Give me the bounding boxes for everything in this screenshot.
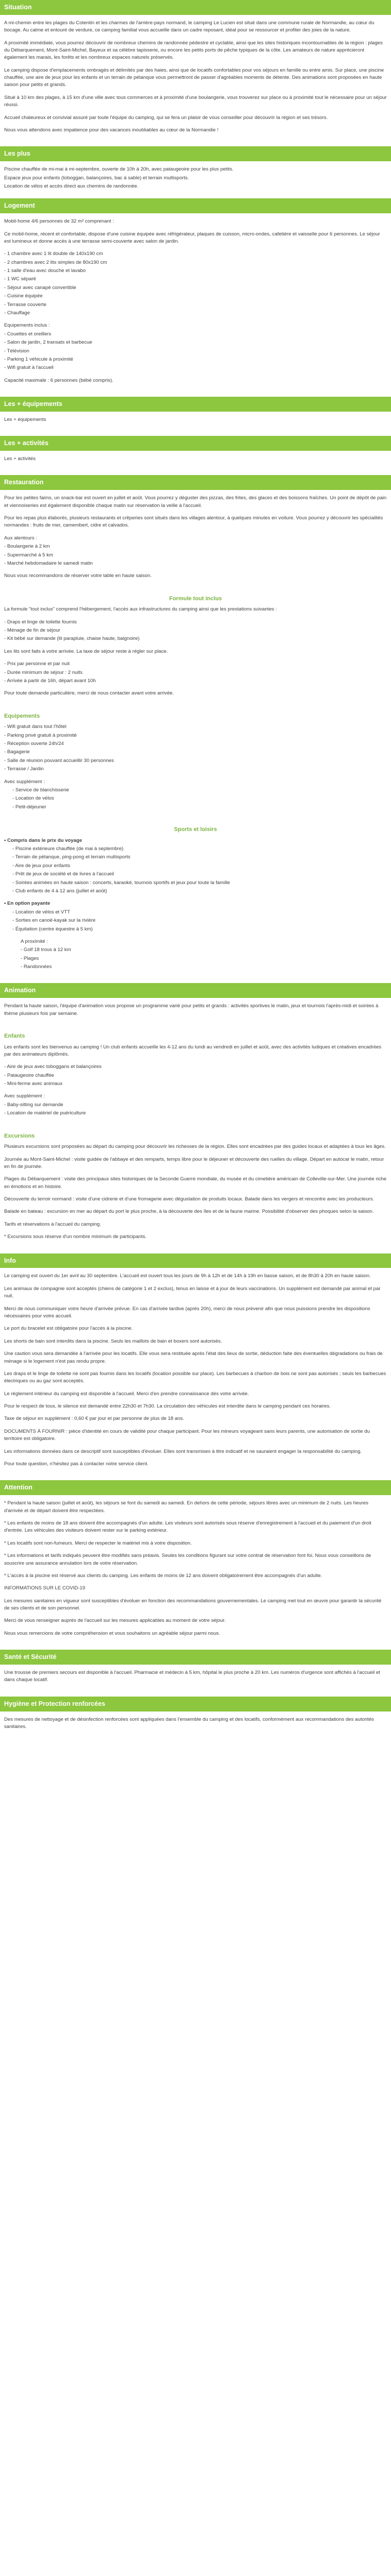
list-item: - Salle de réunion pouvant accueillir 30 personnes bbox=[4, 757, 114, 764]
list-item: - 2 chambres avec 2 lits simples de 80x190 cm bbox=[4, 259, 107, 265]
list-item: - Terrasse / Jardin bbox=[4, 766, 44, 772]
excursions-section bbox=[0, 1132, 391, 1253]
equipements-section bbox=[0, 712, 391, 823]
list-item: - Soirées animées en haute saison : concerts, karaoké, tournois sportifs et jeux pour toute la famille bbox=[12, 879, 230, 886]
enfants-title: Enfants bbox=[4, 1033, 25, 1039]
restauration-title: Restauration bbox=[0, 475, 391, 490]
list-item: - Équitation (centre équestre à 5 km) bbox=[12, 926, 93, 932]
plus-title: Les plus bbox=[0, 146, 391, 161]
list-item: - Couettes et oreillers bbox=[4, 331, 52, 337]
sante-section bbox=[0, 1650, 391, 1697]
enfants-section bbox=[0, 1032, 391, 1130]
list-item: - Mini-ferme avec animaux bbox=[4, 1081, 63, 1087]
sports-head: • En option payante bbox=[4, 901, 51, 907]
list-item: - Séjour avec canapé convertible bbox=[4, 284, 76, 291]
formule-paragraph: Pour toute demande particulière, merci de nous contacter avant votre arrivée. bbox=[4, 690, 174, 697]
list-item: - Petit-déjeuner bbox=[12, 804, 46, 810]
formule-list bbox=[4, 660, 387, 685]
equipements-sublist bbox=[4, 787, 387, 811]
attention-paragraph: Nous vous remercions de votre compréhension et vous souhaitons un agréable séjour parmi nous. bbox=[4, 1630, 220, 1636]
activites-plus-title: Les + activités bbox=[0, 436, 391, 451]
attention-paragraph: * Les informations et tarifs indiqués peuvent être modifiés sans préavis. Seules les conditions figurant sur votre contrat de réservation font foi. Nous vous conseillons de souscrire une assurance annulation lors de votre réservation. bbox=[4, 1553, 371, 1566]
info-paragraph: Les informations données dans ce descriptif sont susceptibles d'évoluer. Elles sont transmises à titre indicatif et ne sauraient engager la responsabilité du camping. bbox=[4, 1448, 362, 1454]
situation-paragraph: Accueil chaleureux et convivial assuré par toute l'équipe du camping, qui se fera un plaisir de vous conseiller pour découvrir la région et ses trésors. bbox=[4, 114, 328, 121]
list-item: - Club enfants de 4 à 12 ans (juillet et août) bbox=[12, 888, 107, 894]
logement-capacity: Capacité maximale : 6 personnes (bébé compris). bbox=[4, 377, 113, 383]
equipements-plus-text: Les + équipements bbox=[4, 416, 46, 422]
list-item: - Pataugeoire chauffée bbox=[4, 1072, 54, 1078]
attention-paragraph: * Les enfants de moins de 18 ans doivent être accompagnés d'un adulte. Les visiteurs sont autorisés sous réserve d'enregistrement à l'accueil et du paiement d'un droit d'entrée. Les véhicules des visiteurs doivent rester sur le parking extérieur. bbox=[4, 1520, 371, 1534]
info-paragraph: Pour le respect de tous, le silence est demandé entre 22h30 et 7h30. La circulation des véhicules est interdite dans le camping pendant ces horaires. bbox=[4, 1403, 331, 1410]
equipements-title: Equipements bbox=[4, 713, 40, 719]
situation-paragraph: A proximité immédiate, vous pourrez découvrir de nombreux chemins de randonnée pédestre et cyclable, ainsi que les sites historiques incontournables de la région : plages du Débarquement, Mont-Saint-Michel, Bayeux et sa célèbre tapisserie, ou encore les petits ports de pêche typiques de la côte. Les amateurs de nature apprécieront également les marais, les forêts et les nombreux espaces naturels préservés. bbox=[4, 40, 383, 61]
enfants-list bbox=[4, 1063, 387, 1088]
equipements-sub-title: Avec supplément : bbox=[4, 778, 45, 785]
activites-plus-text: Les + activités bbox=[4, 456, 36, 462]
plus-section bbox=[0, 146, 391, 198]
animation-text: Pendant la haute saison, l'équipe d'animation vous propose un programme varié pour petits et grands : activités sportives le matin, jeux et tournois l'après-midi et soirées à thème plusieurs fois par semaine. bbox=[4, 1003, 379, 1016]
info-paragraph: Merci de nous communiquer votre heure d'arrivée prévue. En cas d'arrivée tardive (après 20h), merci de nous prévenir afin que nous puissions prendre les dispositions nécessaires pour votre accueil. bbox=[4, 1306, 370, 1319]
list-item: - Piscine extérieure chauffée (de mai à septembre) bbox=[12, 846, 124, 852]
logement-details: Ce mobil-home, récent et confortable, dispose d'une cuisine équipée avec réfrigérateur, plaques de cuisson, micro-ondes, cafetière et vaisselle pour 6 personnes. Le séjour est lumineux et donne accès à une terrasse semi-couverte avec salon de jardin. bbox=[4, 231, 380, 244]
attention-paragraph: * L'accès à la piscine est réservé aux clients du camping. Les enfants de moins de 12 ans doivent obligatoirement être accompagnés d'un adulte. bbox=[4, 1572, 322, 1579]
list-item: - 1 salle d'eau avec douche et lavabo bbox=[4, 268, 86, 274]
list-item: - 1 chambre avec 1 lit double de 140x190 cm bbox=[4, 251, 103, 257]
excursions-paragraph: Tarifs et réservations à l'accueil du camping. bbox=[4, 1221, 101, 1227]
situation-paragraph: Nous vous attendons avec impatience pour des vacances inoubliables au cœur de la Normandie ! bbox=[4, 127, 219, 133]
sports-sub-title: A proximité : bbox=[21, 938, 48, 944]
attention-paragraph: Les mesures sanitaires en vigueur sont susceptibles d'évoluer en fonction des recommandations gouvernementales. Le camping met tout en œuvre pour garantir la sécurité de ses clients et de son personnel. bbox=[4, 1598, 382, 1612]
formule-section bbox=[0, 595, 391, 710]
list-item: - Prix par personne et par nuit bbox=[4, 661, 70, 667]
restauration-sub-title: Aux alentours : bbox=[4, 535, 37, 541]
equipements-plus-title: Les + équipements bbox=[0, 397, 391, 412]
situation-paragraph: Situé à 10 km des plages, à 15 km d'une ville avec tous commerces et à proximité d'une boulangerie, vous trouverez sur place ou à proximité tout le nécessaire pour un séjour réussi. bbox=[4, 94, 387, 108]
list-item: - Bagagerie bbox=[4, 749, 30, 755]
excursions-paragraph: * Excursions sous réserve d'un nombre minimum de participants. bbox=[4, 1234, 146, 1240]
info-paragraph: Pour toute question, n'hésitez pas à contacter notre service client. bbox=[4, 1461, 149, 1467]
logement-list bbox=[4, 250, 387, 317]
list-item: - Plages bbox=[21, 955, 39, 961]
enfants-sub-title: Avec supplément : bbox=[4, 1093, 45, 1099]
list-item: - Sorties en canoë-kayak sur la rivière bbox=[12, 918, 96, 924]
list-item: - Kit bébé sur demande (lit parapluie, chaise haute, baignoire) bbox=[4, 636, 140, 642]
info-paragraph: Taxe de séjour en supplément : 0,60 € par jour et par personne de plus de 18 ans. bbox=[4, 1416, 184, 1422]
list-item: - Arrivée à partir de 16h, départ avant 10h bbox=[4, 677, 96, 684]
list-item: - Prêt de jeux de société et de livres à l'accueil bbox=[12, 871, 115, 877]
list-item: - Terrain de pétanque, ping-pong et terrain multisports bbox=[12, 854, 131, 860]
list-item: - Aire de jeux pour enfants bbox=[12, 862, 70, 869]
list-item: - Aire de jeux avec toboggans et balançoires bbox=[4, 1064, 102, 1070]
info-paragraph: DOCUMENTS À FOURNIR : pièce d'identité en cours de validité pour chaque participant. Pour les mineurs voyageant sans leurs parents, une autorisation de sortie du territoire est obligatoire. bbox=[4, 1428, 370, 1442]
list-item: - Supermarché à 5 km bbox=[4, 552, 53, 558]
list-item: - Baby-sitting sur demande bbox=[4, 1101, 63, 1108]
sports-sublist bbox=[4, 946, 387, 971]
info-section bbox=[0, 1253, 391, 1481]
attention-paragraph: * Pendant la haute saison (juillet et août), les séjours se font du samedi au samedi. En dehors de cette période, séjours libres avec un minimum de 2 nuits. Les heures d'arrivée et de départ doivent être respectées. bbox=[4, 1500, 369, 1514]
attention-paragraph: * Les locatifs sont non-fumeurs. Merci de respecter le matériel mis à votre disposition. bbox=[4, 1540, 192, 1546]
excursions-paragraph: Plages du Débarquement : visite des principaux sites historiques de la Seconde Guerre mondiale, du musée et du cimetière américain de Colleville-sur-Mer. Une journée riche en émotions et en histoire. bbox=[4, 1176, 387, 1190]
list-item: - Chauffage bbox=[4, 310, 30, 316]
formule-list bbox=[4, 619, 387, 643]
sports-section bbox=[0, 825, 391, 983]
excursions-paragraph: Journée au Mont-Saint-Michel : visite guidée de l'abbaye et des remparts, temps libre pour le déjeuner et découverte des ruelles du village. Départ en autocar le matin, retour en fin de journée. bbox=[4, 1156, 384, 1170]
situation-section bbox=[0, 0, 391, 146]
info-paragraph: Une caution vous sera demandée à l'arrivée pour les locatifs. Elle vous sera restituée après l'état des lieux de sortie, déduction faite des éventuelles dégradations ou frais de ménage si le logement n'est pas rendu propre. bbox=[4, 1351, 383, 1364]
plus-line: Location de vélos et accès direct aux chemins de randonnée. bbox=[4, 183, 139, 189]
situation-paragraph: Le camping dispose d'emplacements ombragés et délimités par des haies, ainsi que de locatifs confortables pour vos séjours en famille ou entre amis. Sur place, une piscine chauffée, une aire de jeux pour les enfants et un terrain de pétanque vous permettront de passer d'agréables moments de détente. Des animations sont proposées en haute saison pour petits et grands. bbox=[4, 67, 384, 88]
attention-section bbox=[0, 1480, 391, 1650]
list-item: - Location de vélos et VTT bbox=[12, 909, 70, 915]
list-item: - Marché hebdomadaire le samedi matin bbox=[4, 560, 93, 566]
info-paragraph: Le règlement intérieur du camping est disponible à l'accueil. Merci d'en prendre connaissance dès votre arrivée. bbox=[4, 1391, 249, 1397]
enfants-paragraph: Les enfants sont les bienvenus au camping ! Un club enfants accueille les 4-12 ans du lundi au vendredi en juillet et août, avec des activités ludiques et créatives encadrées par des animateurs diplômés. bbox=[4, 1044, 382, 1057]
info-paragraph: Les shorts de bain sont interdits dans la piscine. Seuls les maillots de bain et boxers sont autorisés. bbox=[4, 1338, 222, 1344]
sante-title: Santé et Sécurité bbox=[0, 1650, 391, 1665]
logement-equip-title: Equipements inclus : bbox=[4, 323, 50, 329]
list-item: - Location de matériel de puériculture bbox=[4, 1110, 86, 1116]
list-item: - Parking privé gratuit à proximité bbox=[4, 732, 77, 738]
logement-equip-list bbox=[4, 331, 387, 372]
restauration-paragraph: Nous vous recommandons de réserver votre table en haute saison. bbox=[4, 573, 152, 579]
formule-paragraph: Les lits sont faits à votre arrivée. La taxe de séjour reste à régler sur place. bbox=[4, 648, 168, 654]
attention-paragraph: Merci de vous renseigner auprès de l'accueil sur les mesures applicables au moment de votre séjour. bbox=[4, 1618, 226, 1624]
list-item: - Durée minimum de séjour : 2 nuits bbox=[4, 669, 83, 675]
info-title: Info bbox=[0, 1253, 391, 1268]
enfants-sublist bbox=[4, 1101, 387, 1117]
logement-section bbox=[0, 198, 391, 397]
animation-section bbox=[0, 983, 391, 1030]
list-item: - Terrasse couverte bbox=[4, 301, 46, 308]
equipements-plus-section bbox=[0, 397, 391, 436]
logement-intro: Mobil-home 4/6 personnes de 32 m² comprenant : bbox=[4, 218, 114, 225]
list-item: - Golf 18 trous à 12 km bbox=[21, 947, 71, 953]
list-item: - Cuisine équipée bbox=[4, 293, 43, 299]
list-item: - 1 WC séparé bbox=[4, 276, 36, 282]
formule-title: Formule tout inclus bbox=[169, 595, 222, 602]
list-item: - Ménage de fin de séjour bbox=[4, 627, 60, 633]
hygiene-title: Hygiène et Protection renforcées bbox=[0, 1697, 391, 1711]
excursions-paragraph: Plusieurs excursions sont proposées au départ du camping pour découvrir les richesses de la région. Elles sont encadrées par des guides locaux et adaptées à tous les âges. bbox=[4, 1144, 386, 1150]
situation-title: Situation bbox=[0, 0, 391, 15]
sports-title: Sports et loisirs bbox=[174, 826, 217, 833]
sports-list bbox=[4, 909, 387, 933]
excursions-title: Excursions bbox=[4, 1132, 35, 1139]
situation-paragraph: A mi-chemin entre les plages du Cotentin et les charmes de l'arrière-pays normand, le camping Le Lucien est situé dans une commune rurale de Normandie, au cœur du bocage. Au calme et entouré de verdure, ce camping familial vous accueille dans un cadre reposant, idéal pour se ressourcer et profiter des joies de la nature. bbox=[4, 20, 374, 33]
list-item: - Wifi gratuit dans tout l'hôtel bbox=[4, 724, 67, 730]
info-paragraph: Les draps et le linge de toilette ne sont pas fournis dans les locatifs (location possible sur place). Les barbecues à charbon de bois ne sont pas autorisés ; seuls les barbecues électriques ou au gaz sont acceptés. bbox=[4, 1370, 386, 1384]
sports-list bbox=[4, 845, 387, 895]
list-item: - Salon de jardin, 2 transats et barbecue bbox=[4, 340, 92, 346]
activites-plus-section bbox=[0, 436, 391, 475]
info-paragraph: Les animaux de compagnie sont acceptés (chiens de catégorie 1 et 2 exclus), tenus en laisse et à jour de leurs vaccinations. Un supplément est demandé par animal et par nuit. bbox=[4, 1285, 381, 1299]
excursions-paragraph: Découverte du terroir normand : visite d'une cidrerie et d'une fromagerie avec dégustation de produits locaux. Balade dans les vergers et rencontre avec les producteurs. bbox=[4, 1196, 374, 1202]
hygiene-section bbox=[0, 1697, 391, 1743]
restauration-list bbox=[4, 543, 387, 567]
plus-line: Piscine chauffée de mi-mai à mi-septembre, ouverte de 10h à 20h, avec pataugeoire pour les plus petits. bbox=[4, 166, 234, 173]
list-item: - Randonnées bbox=[21, 964, 52, 970]
sports-head: • Compris dans le prix du voyage bbox=[4, 837, 83, 843]
equipements-list bbox=[4, 723, 387, 773]
restauration-paragraph: Pour les repas plus élaborés, plusieurs restaurants et crêperies sont situés dans les villages alentour, à quelques minutes en voiture. Vous pourrez y découvrir les spécialités normandes : fruits de mer, camembert, cidre et calvados. bbox=[4, 515, 383, 529]
restauration-section bbox=[0, 475, 391, 592]
attention-title: Attention bbox=[0, 1480, 391, 1495]
list-item: - Télévision bbox=[4, 348, 29, 354]
plus-line: Espace jeux pour enfants (toboggan, balançoires, bac à sable) et terrain multisports. bbox=[4, 175, 189, 181]
info-paragraph: Le port du bracelet est obligatoire pour l'accès à la piscine. bbox=[4, 1326, 133, 1332]
list-item: - Location de vélos bbox=[12, 795, 54, 802]
list-item: - Réception ouverte 24h/24 bbox=[4, 740, 64, 747]
hygiene-text: Des mesures de nettoyage et de désinfection renforcées sont appliquées dans l'ensemble du camping et des locatifs, conformément aux recommandations des autorités sanitaires. bbox=[4, 1716, 374, 1730]
restauration-paragraph: Pour les petites faims, un snack-bar est ouvert en juillet et août. Vous pourrez y déguster des pizzas, des frites, des glaces et des boissons fraîches. Un point de dépôt de pain et viennoiseries est également disponible chaque matin sur réservation la veille à l'accueil. bbox=[4, 495, 387, 509]
excursions-paragraph: Balade en bateau : excursion en mer au départ du port le plus proche, à la découverte des îles et de la faune marine. Possibilité d'observer des phoques selon la saison. bbox=[4, 1209, 374, 1215]
list-item: - Service de blanchisserie bbox=[12, 787, 69, 793]
sante-text: Une trousse de premiers secours est disponible à l'accueil. Pharmacie et médecin à 5 km, hôpital le plus proche à 20 km. Les numéros d'urgence sont affichés à l'accueil et dans chaque locatif. bbox=[4, 1670, 380, 1683]
list-item: - Wifi gratuit à l'accueil bbox=[4, 365, 54, 371]
list-item: - Boulangerie à 2 km bbox=[4, 544, 50, 550]
attention-paragraph: INFORMATIONS SUR LE COVID-19 bbox=[4, 1585, 86, 1591]
logement-title: Logement bbox=[0, 198, 391, 213]
animation-title: Animation bbox=[0, 983, 391, 998]
info-paragraph: Le camping est ouvert du 1er avril au 30 septembre. L'accueil est ouvert tous les jours de 9h à 12h et de 14h à 19h en basse saison, et de 8h30 à 20h en haute saison. bbox=[4, 1273, 371, 1279]
list-item: - Draps et linge de toilette fournis bbox=[4, 619, 77, 625]
list-item: - Parking 1 véhicule à proximité bbox=[4, 356, 73, 362]
formule-paragraph: La formule "tout inclus" comprend l'hébergement, l'accès aux infrastructures du camping ainsi que les prestations suivantes : bbox=[4, 606, 277, 613]
